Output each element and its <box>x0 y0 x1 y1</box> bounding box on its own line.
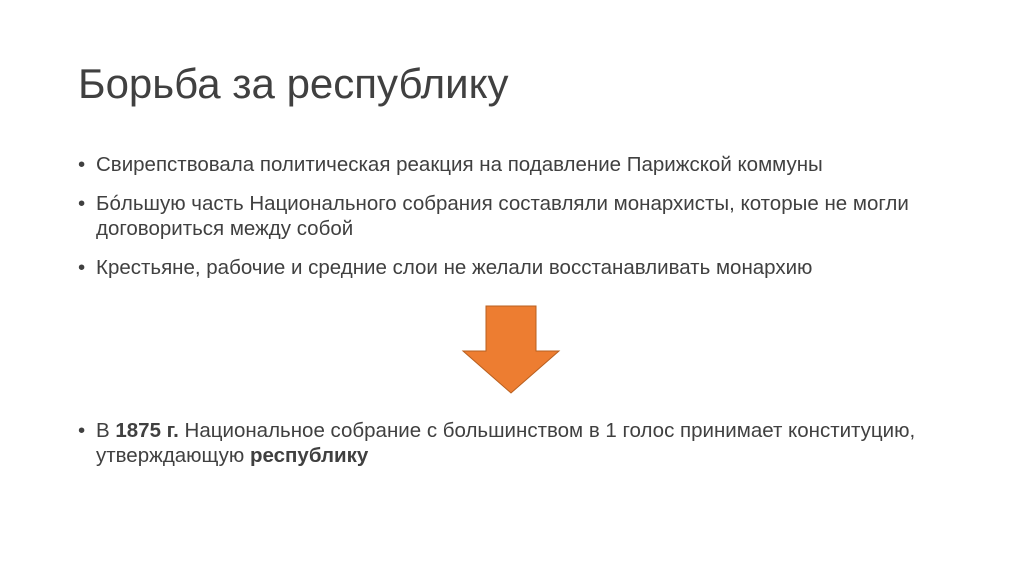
conclusion-year: 1875 г. <box>115 419 179 442</box>
conclusion-text <box>96 419 915 467</box>
conclusion-part1: В <box>96 419 116 442</box>
conclusion-part2: Национальное собрание с большинством в 1 голос принимает конституцию, утверждающую <box>96 419 916 467</box>
slide-title: Борьба за республику <box>78 60 509 107</box>
down-arrow-icon <box>461 305 561 395</box>
bullet-text: Свирепствовала политическая реакция на подавление Парижской коммуны <box>96 153 823 176</box>
bullet-item <box>78 255 958 280</box>
bullet-dot: • <box>78 192 86 215</box>
bullet-dot: • <box>78 153 86 176</box>
bullet-text: Крестьяне, рабочие и средние слои не желали восстанавливать монархию <box>96 256 813 279</box>
bullet-item <box>78 191 958 241</box>
bullet-list <box>78 152 958 294</box>
bullet-text: Бóльшую часть Национального собрания составляли монархисты, которые не могли договориться между собой <box>96 192 909 240</box>
bullet-item <box>78 418 958 468</box>
conclusion-list <box>78 418 958 482</box>
down-arrow-shape <box>463 306 559 393</box>
conclusion-emphasis: республику <box>249 444 369 467</box>
bullet-dot: • <box>78 256 86 279</box>
bullet-dot: • <box>78 419 86 442</box>
bullet-item <box>78 152 958 177</box>
